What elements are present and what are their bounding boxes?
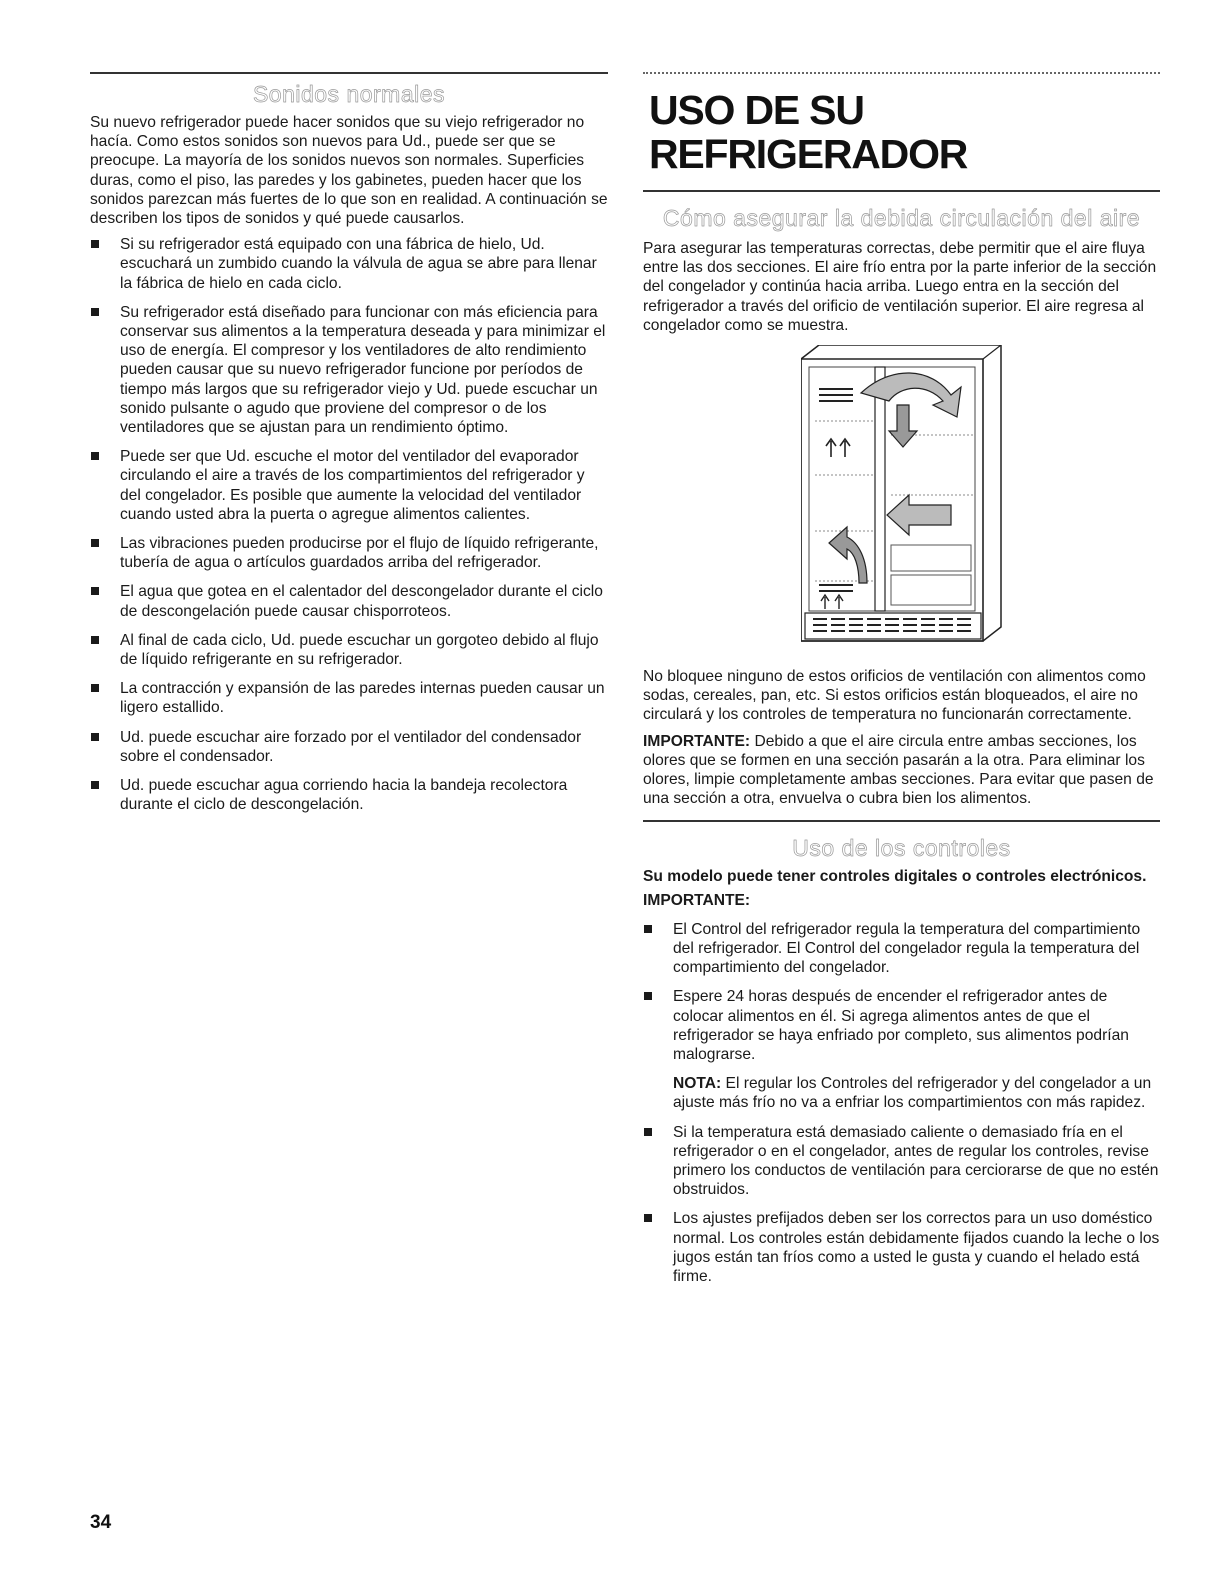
left-column — [90, 72, 608, 825]
list-item: Las vibraciones pueden producirse por el flujo de líquido refrigerante, tubería de agua o artículos guardados arriba del refrigerador. — [90, 534, 608, 572]
controls-lead: Su modelo puede tener controles digitales o controles electrónicos. — [643, 868, 1147, 886]
bullet-square-icon — [91, 308, 99, 316]
bullet-square-icon — [91, 587, 99, 595]
air-flow-diagram — [801, 345, 1161, 655]
bullet-square-icon — [91, 452, 99, 460]
page-title: USO DE SU REFRIGERADOR — [649, 87, 968, 177]
controls-note: NOTA: El regular los Controles del refrigerador y del congelador a un ajuste más frío no va a enfriar los compartimientos con más rapidez. — [673, 1075, 1152, 1112]
bullet-square-icon — [644, 992, 652, 1000]
bullet-square-icon — [91, 539, 99, 547]
bullet-square-icon — [91, 733, 99, 741]
bullet-square-icon — [644, 1214, 652, 1222]
air-circulation-intro: Para asegurar las temperaturas correctas, debe permitir que el aire fluya entre las dos secciones. El aire frío entra por la parte inferior de la sección del congelador y continúa hacia arriba. Luego entra en la sección del refrigerador a través del orificio de ventilación superior. El aire regresa al congelador como se muestra. — [643, 240, 1157, 334]
right-column — [643, 72, 1160, 1296]
bullet-square-icon — [644, 925, 652, 933]
controls-list — [643, 920, 1160, 1064]
bullet-square-icon — [91, 636, 99, 644]
list-item: Los ajustes prefijados deben ser los correctos para un uso doméstico normal. Los controles están debidamente fijados cuando la leche o los jugos están tan fríos como a usted le gusta y cuando el helado está firme. — [643, 1209, 1160, 1286]
section-heading-controls: Uso de los controles — [792, 835, 1011, 862]
air-important-note: IMPORTANTE: Debido a que el aire circula entre ambas secciones, los olores que se formen en una sección pasarán a la otra. Para eliminar los olores, limpie completamente ambas secciones. Para evitar que pasen de una sección a otra, envuelva o cubra bien los alimentos. — [643, 732, 1154, 808]
refrigerator-airflow-illustration — [801, 345, 1161, 655]
list-item: El agua que gotea en el calentador del descongelador durante el ciclo de descongelación puede causar chisporroteos. — [90, 582, 608, 620]
bullet-square-icon — [91, 684, 99, 692]
list-item: Puede ser que Ud. escuche el motor del ventilador del evaporador circulando el aire a través de los compartimientos del refrigerador y del congelador. Es posible que aumente la velocidad del ventilador cuando usted abra la puerta o agregue alimentos calientes. — [90, 447, 608, 524]
controls-rule — [643, 820, 1160, 822]
list-item: Si su refrigerador está equipado con una fábrica de hielo, Ud. escuchará un zumbido cuando la válvula de agua se abre para llenar la fábrica de hielo en cada ciclo. — [90, 235, 608, 293]
list-item: Espere 24 horas después de encender el refrigerador antes de colocar alimentos en él. Si agrega alimentos antes de que el refrigerador se haya enfriado por completo, sus alimentos podrían malograrse. — [643, 987, 1160, 1064]
normal-sounds-list — [90, 235, 608, 814]
controls-important-label: IMPORTANTE: — [643, 891, 751, 909]
bullet-square-icon — [91, 240, 99, 248]
top-rule-left — [90, 72, 608, 74]
controls-list-continued — [643, 1123, 1160, 1287]
top-rule-right — [643, 72, 1160, 74]
list-item: Ud. puede escuchar agua corriendo hacia la bandeja recolectora durante el ciclo de descongelación. — [90, 776, 608, 814]
list-item: Al final de cada ciclo, Ud. puede escuchar un gorgoteo debido al flujo de líquido refrigerante en su refrigerador. — [90, 631, 608, 669]
list-item: La contracción y expansión de las paredes internas pueden causar un ligero estallido. — [90, 679, 608, 717]
section-heading-air-circulation: Cómo asegurar la debida circulación del aire — [662, 205, 1141, 231]
title-rule — [643, 190, 1160, 192]
air-vents-warning: No bloquee ninguno de estos orificios de ventilación con alimentos como sodas, cereales, pan, etc. Si estos orificios están bloqueados, el aire no circulará y los controles de temperatura no funcionarán correctamente. — [643, 668, 1146, 724]
list-item: Su refrigerador está diseñado para funcionar con más eficiencia para conservar sus alimentos a la temperatura deseada y para minimizar el uso de energía. El compresor y los ventiladores de alto rendimiento pueden causar que su nuevo refrigerador funcione por períodos de tiempo más largos que su refrigerador viejo y Ud. puede escuchar un sonido pulsante o agudo que proviene del compresor o de los ventiladores que se ajustan para un rendimiento óptimo. — [90, 303, 608, 437]
bullet-square-icon — [644, 1128, 652, 1136]
section-heading-normal-sounds: Sonidos normales — [252, 81, 446, 107]
list-item: El Control del refrigerador regula la temperatura del compartimiento del refrigerador. El Control del congelador regula la temperatura del compartimiento del congelador. — [643, 920, 1160, 978]
normal-sounds-intro: Su nuevo refrigerador puede hacer sonidos que su viejo refrigerador no hacía. Como estos sonidos son nuevos para Ud., puede ser que se preocupe. La mayoría de los sonidos nuevos son normales. Superficies duras, como el piso, las paredes y los gabinetes, pueden hacer que los sonidos parezcan más fuertes de lo que son en realidad. A continuación se describen los tipos de sonidos y qué puede causarlos. — [90, 114, 608, 228]
list-item: Si la temperatura está demasiado caliente o demasiado fría en el refrigerador o en el congelador, antes de regular los controles, revise primero los conductos de ventilación para cerciorarse de que no estén obstruidos. — [643, 1123, 1160, 1200]
list-item: Ud. puede escuchar aire forzado por el ventilador del condensador sobre el condensador. — [90, 728, 608, 766]
page-number: 34 — [90, 1512, 112, 1533]
bullet-square-icon — [91, 781, 99, 789]
